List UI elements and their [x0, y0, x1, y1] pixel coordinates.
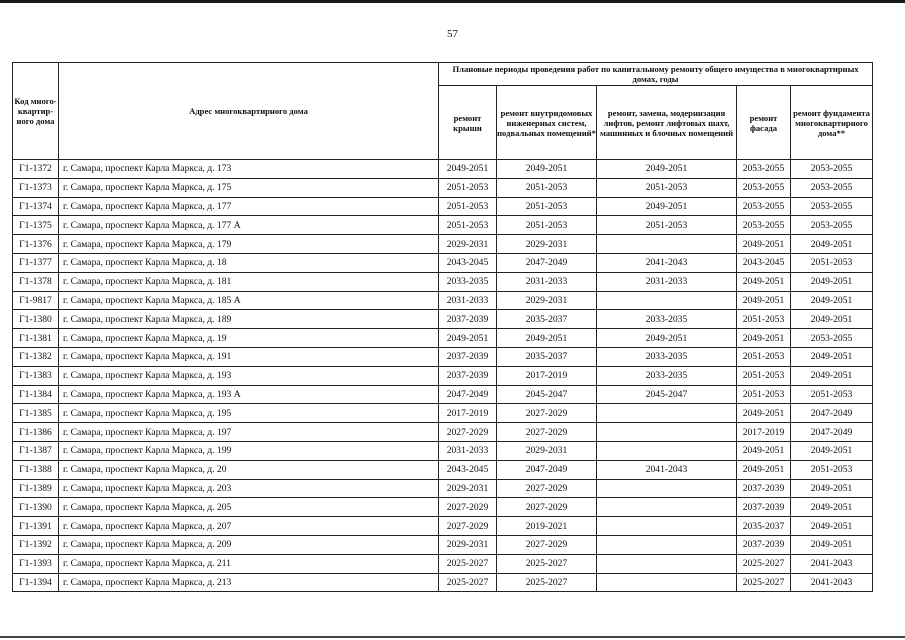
cell-address: г. Самара, проспект Карла Маркса, д. 18 — [59, 253, 439, 272]
cell-lifts — [597, 517, 737, 536]
cell-code: Г1-1388 — [13, 460, 59, 479]
cell-roof: 2049-2051 — [439, 329, 497, 348]
cell-lifts: 2051-2053 — [597, 216, 737, 235]
cell-foundation: 2049-2051 — [791, 272, 873, 291]
cell-code: Г1-1374 — [13, 197, 59, 216]
table-row — [13, 216, 873, 235]
cell-lifts: 2041-2043 — [597, 460, 737, 479]
cell-address: г. Самара, проспект Карла Маркса, д. 189 — [59, 310, 439, 329]
cell-code: Г1-1375 — [13, 216, 59, 235]
cell-systems: 2029-2031 — [497, 235, 597, 254]
table-row — [13, 479, 873, 498]
table-row — [13, 535, 873, 554]
capital-repair-schedule-table — [12, 62, 873, 592]
cell-foundation: 2041-2043 — [791, 554, 873, 573]
cell-facade: 2037-2039 — [737, 498, 791, 517]
cell-roof: 2027-2029 — [439, 423, 497, 442]
cell-lifts: 2051-2053 — [597, 178, 737, 197]
cell-lifts: 2041-2043 — [597, 253, 737, 272]
table-row — [13, 385, 873, 404]
cell-lifts: 2033-2035 — [597, 347, 737, 366]
cell-address: г. Самара, проспект Карла Маркса, д. 19 — [59, 329, 439, 348]
cell-foundation: 2049-2051 — [791, 479, 873, 498]
cell-foundation: 2053-2055 — [791, 178, 873, 197]
cell-roof: 2043-2045 — [439, 253, 497, 272]
cell-foundation: 2049-2051 — [791, 517, 873, 536]
table-row — [13, 310, 873, 329]
cell-systems: 2025-2027 — [497, 573, 597, 592]
cell-roof: 2029-2031 — [439, 479, 497, 498]
cell-systems: 2035-2037 — [497, 347, 597, 366]
cell-lifts — [597, 498, 737, 517]
cell-code: Г1-1380 — [13, 310, 59, 329]
cell-systems: 2051-2053 — [497, 197, 597, 216]
cell-code: Г1-1393 — [13, 554, 59, 573]
cell-code: Г1-9817 — [13, 291, 59, 310]
cell-address: г. Самара, проспект Карла Маркса, д. 207 — [59, 517, 439, 536]
table-row — [13, 160, 873, 179]
cell-systems: 2017-2019 — [497, 366, 597, 385]
cell-systems: 2045-2047 — [497, 385, 597, 404]
top-border-rule — [0, 0, 905, 3]
cell-roof: 2027-2029 — [439, 517, 497, 536]
cell-foundation: 2053-2055 — [791, 329, 873, 348]
cell-foundation: 2049-2051 — [791, 291, 873, 310]
cell-code: Г1-1376 — [13, 235, 59, 254]
cell-roof: 2051-2053 — [439, 178, 497, 197]
cell-foundation: 2051-2053 — [791, 253, 873, 272]
cell-code: Г1-1381 — [13, 329, 59, 348]
cell-code: Г1-1387 — [13, 441, 59, 460]
cell-address: г. Самара, проспект Карла Маркса, д. 185 А — [59, 291, 439, 310]
cell-address: г. Самара, проспект Карла Маркса, д. 173 — [59, 160, 439, 179]
cell-systems: 2025-2027 — [497, 554, 597, 573]
cell-roof: 2043-2045 — [439, 460, 497, 479]
cell-code: Г1-1383 — [13, 366, 59, 385]
cell-roof: 2031-2033 — [439, 291, 497, 310]
cell-address: г. Самара, проспект Карла Маркса, д. 195 — [59, 404, 439, 423]
cell-facade: 2025-2027 — [737, 573, 791, 592]
table-row — [13, 347, 873, 366]
cell-systems: 2049-2051 — [497, 160, 597, 179]
cell-roof: 2037-2039 — [439, 310, 497, 329]
cell-address: г. Самара, проспект Карла Маркса, д. 177 — [59, 197, 439, 216]
cell-lifts: 2049-2051 — [597, 197, 737, 216]
cell-facade: 2049-2051 — [737, 329, 791, 348]
cell-address: г. Самара, проспект Карла Маркса, д. 193 — [59, 366, 439, 385]
cell-foundation: 2047-2049 — [791, 423, 873, 442]
table-header — [13, 63, 873, 160]
cell-lifts: 2031-2033 — [597, 272, 737, 291]
table-row — [13, 272, 873, 291]
cell-systems: 2035-2037 — [497, 310, 597, 329]
cell-address: г. Самара, проспект Карла Маркса, д. 20 — [59, 460, 439, 479]
cell-roof: 2017-2019 — [439, 404, 497, 423]
cell-address: г. Самара, проспект Карла Маркса, д. 181 — [59, 272, 439, 291]
cell-facade: 2017-2019 — [737, 423, 791, 442]
table-row — [13, 573, 873, 592]
cell-roof: 2033-2035 — [439, 272, 497, 291]
table-row — [13, 498, 873, 517]
cell-code: Г1-1385 — [13, 404, 59, 423]
cell-facade: 2049-2051 — [737, 235, 791, 254]
cell-systems: 2049-2051 — [497, 329, 597, 348]
cell-address: г. Самара, проспект Карла Маркса, д. 193 А — [59, 385, 439, 404]
cell-code: Г1-1391 — [13, 517, 59, 536]
cell-code: Г1-1392 — [13, 535, 59, 554]
cell-foundation: 2051-2053 — [791, 460, 873, 479]
cell-foundation: 2053-2055 — [791, 216, 873, 235]
cell-systems: 2027-2029 — [497, 479, 597, 498]
cell-roof: 2037-2039 — [439, 366, 497, 385]
page-number: 57 — [447, 28, 458, 40]
cell-address: г. Самара, проспект Карла Маркса, д. 177 А — [59, 216, 439, 235]
cell-facade: 2051-2053 — [737, 310, 791, 329]
cell-lifts — [597, 535, 737, 554]
table-row — [13, 517, 873, 536]
cell-facade: 2051-2053 — [737, 347, 791, 366]
cell-facade: 2025-2027 — [737, 554, 791, 573]
cell-roof: 2029-2031 — [439, 235, 497, 254]
cell-code: Г1-1384 — [13, 385, 59, 404]
cell-systems: 2027-2029 — [497, 498, 597, 517]
cell-facade: 2049-2051 — [737, 460, 791, 479]
header-lifts: ремонт, замена, модернизация лифтов, ремонт лифтовых шахт, машинных и блочных помещений — [597, 86, 737, 160]
header-foundation: ремонт фундамента многоквартирного дома** — [791, 86, 873, 160]
cell-systems: 2047-2049 — [497, 253, 597, 272]
cell-roof: 2025-2027 — [439, 573, 497, 592]
header-systems: ремонт внутридомовых инженерных систем, подвальных помещений* — [497, 86, 597, 160]
cell-systems: 2047-2049 — [497, 460, 597, 479]
cell-facade: 2053-2055 — [737, 178, 791, 197]
cell-facade: 2053-2055 — [737, 160, 791, 179]
table-row — [13, 554, 873, 573]
cell-systems: 2051-2053 — [497, 178, 597, 197]
header-group-periods: Плановые периоды проведения работ по капитальному ремонту общего имущества в многоквартирных домах, годы — [439, 63, 873, 86]
cell-code: Г1-1377 — [13, 253, 59, 272]
cell-roof: 2027-2029 — [439, 498, 497, 517]
cell-foundation: 2047-2049 — [791, 404, 873, 423]
table-row — [13, 366, 873, 385]
table-row — [13, 197, 873, 216]
cell-foundation: 2049-2051 — [791, 235, 873, 254]
cell-facade: 2037-2039 — [737, 479, 791, 498]
cell-code: Г1-1382 — [13, 347, 59, 366]
cell-address: г. Самара, проспект Карла Маркса, д. 213 — [59, 573, 439, 592]
cell-lifts — [597, 291, 737, 310]
cell-lifts: 2045-2047 — [597, 385, 737, 404]
cell-foundation: 2041-2043 — [791, 573, 873, 592]
cell-lifts — [597, 573, 737, 592]
table-row — [13, 253, 873, 272]
cell-systems: 2029-2031 — [497, 441, 597, 460]
cell-roof: 2051-2053 — [439, 197, 497, 216]
cell-facade: 2049-2051 — [737, 441, 791, 460]
cell-foundation: 2053-2055 — [791, 160, 873, 179]
header-roof: ремонт крыши — [439, 86, 497, 160]
cell-facade: 2037-2039 — [737, 535, 791, 554]
cell-address: г. Самара, проспект Карла Маркса, д. 209 — [59, 535, 439, 554]
cell-facade: 2035-2037 — [737, 517, 791, 536]
table-row — [13, 291, 873, 310]
cell-foundation: 2049-2051 — [791, 347, 873, 366]
cell-address: г. Самара, проспект Карла Маркса, д. 175 — [59, 178, 439, 197]
cell-facade: 2049-2051 — [737, 272, 791, 291]
table-row — [13, 235, 873, 254]
table-body — [13, 160, 873, 592]
cell-lifts — [597, 423, 737, 442]
cell-systems: 2027-2029 — [497, 423, 597, 442]
cell-code: Г1-1390 — [13, 498, 59, 517]
cell-foundation: 2049-2051 — [791, 310, 873, 329]
cell-address: г. Самара, проспект Карла Маркса, д. 203 — [59, 479, 439, 498]
cell-code: Г1-1389 — [13, 479, 59, 498]
cell-roof: 2029-2031 — [439, 535, 497, 554]
cell-systems: 2029-2031 — [497, 291, 597, 310]
table-row — [13, 460, 873, 479]
cell-foundation: 2049-2051 — [791, 441, 873, 460]
cell-lifts — [597, 479, 737, 498]
cell-roof: 2051-2053 — [439, 216, 497, 235]
cell-code: Г1-1378 — [13, 272, 59, 291]
cell-roof: 2031-2033 — [439, 441, 497, 460]
cell-address: г. Самара, проспект Карла Маркса, д. 197 — [59, 423, 439, 442]
cell-facade: 2043-2045 — [737, 253, 791, 272]
cell-code: Г1-1372 — [13, 160, 59, 179]
cell-roof: 2037-2039 — [439, 347, 497, 366]
cell-foundation: 2049-2051 — [791, 366, 873, 385]
header-code: Код много-квартир-ного дома — [13, 63, 59, 160]
cell-address: г. Самара, проспект Карла Маркса, д. 205 — [59, 498, 439, 517]
header-address: Адрес многоквартирного дома — [59, 63, 439, 160]
cell-systems: 2019-2021 — [497, 517, 597, 536]
cell-lifts: 2033-2035 — [597, 310, 737, 329]
cell-lifts — [597, 554, 737, 573]
cell-address: г. Самара, проспект Карла Маркса, д. 179 — [59, 235, 439, 254]
cell-lifts: 2033-2035 — [597, 366, 737, 385]
cell-lifts — [597, 441, 737, 460]
cell-facade: 2049-2051 — [737, 291, 791, 310]
cell-facade: 2049-2051 — [737, 404, 791, 423]
cell-roof: 2049-2051 — [439, 160, 497, 179]
table-row — [13, 423, 873, 442]
table-row — [13, 329, 873, 348]
cell-facade: 2053-2055 — [737, 197, 791, 216]
cell-address: г. Самара, проспект Карла Маркса, д. 211 — [59, 554, 439, 573]
cell-code: Г1-1386 — [13, 423, 59, 442]
cell-foundation: 2049-2051 — [791, 535, 873, 554]
cell-code: Г1-1394 — [13, 573, 59, 592]
cell-systems: 2031-2033 — [497, 272, 597, 291]
cell-code: Г1-1373 — [13, 178, 59, 197]
cell-address: г. Самара, проспект Карла Маркса, д. 199 — [59, 441, 439, 460]
cell-lifts: 2049-2051 — [597, 329, 737, 348]
cell-lifts — [597, 235, 737, 254]
cell-roof: 2025-2027 — [439, 554, 497, 573]
cell-facade: 2051-2053 — [737, 366, 791, 385]
cell-systems: 2027-2029 — [497, 535, 597, 554]
header-facade: ремонт фасада — [737, 86, 791, 160]
cell-facade: 2053-2055 — [737, 216, 791, 235]
cell-lifts: 2049-2051 — [597, 160, 737, 179]
table-row — [13, 404, 873, 423]
table-row — [13, 178, 873, 197]
cell-foundation: 2053-2055 — [791, 197, 873, 216]
cell-systems: 2027-2029 — [497, 404, 597, 423]
cell-address: г. Самара, проспект Карла Маркса, д. 191 — [59, 347, 439, 366]
cell-roof: 2047-2049 — [439, 385, 497, 404]
cell-lifts — [597, 404, 737, 423]
table-row — [13, 441, 873, 460]
cell-foundation: 2051-2053 — [791, 385, 873, 404]
bottom-border-rule — [0, 636, 905, 638]
cell-foundation: 2049-2051 — [791, 498, 873, 517]
cell-facade: 2051-2053 — [737, 385, 791, 404]
cell-systems: 2051-2053 — [497, 216, 597, 235]
